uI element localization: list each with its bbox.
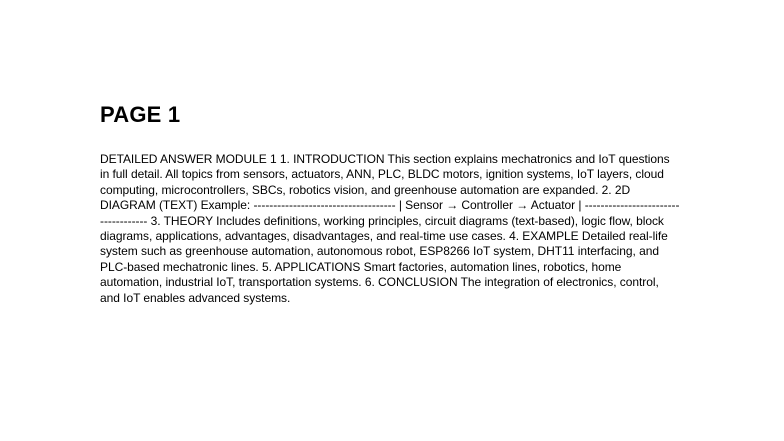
page-heading: PAGE 1	[100, 102, 181, 127]
body-paragraph: DETAILED ANSWER MODULE 1 1. INTRODUCTION This section explains mechatronics and IoT questions in full detail. All topics from sensors, actuators, ANN, PLC, BLDC motors, ignition systems, IoT layers, cloud computing, microcontrollers, SBCs, robotics vision, and greenhouse automation are expanded. 2. 2D DIAGRAM (TEXT) Example: ------------------------------------ | Sensor → Controller → Actuator | ------------------------------------ 3. THEORY Includes definitions, working principles, circuit diagrams (text-based), logic flow, block diagrams, applications, advantages, disadvantages, and real-time use cases. 4. EXAMPLE Detailed real-life system such as greenhouse automation, autonomous robot, ESP8266 IoT system, DHT11 interfacing, and PLC-based mechatronic lines. 5. APPLICATIONS Smart factories, automation lines, robotics, home automation, industrial IoT, transportation systems. 6. CONCLUSION The integration of electronics, control, and IoT enables advanced systems.	[100, 152, 680, 305]
